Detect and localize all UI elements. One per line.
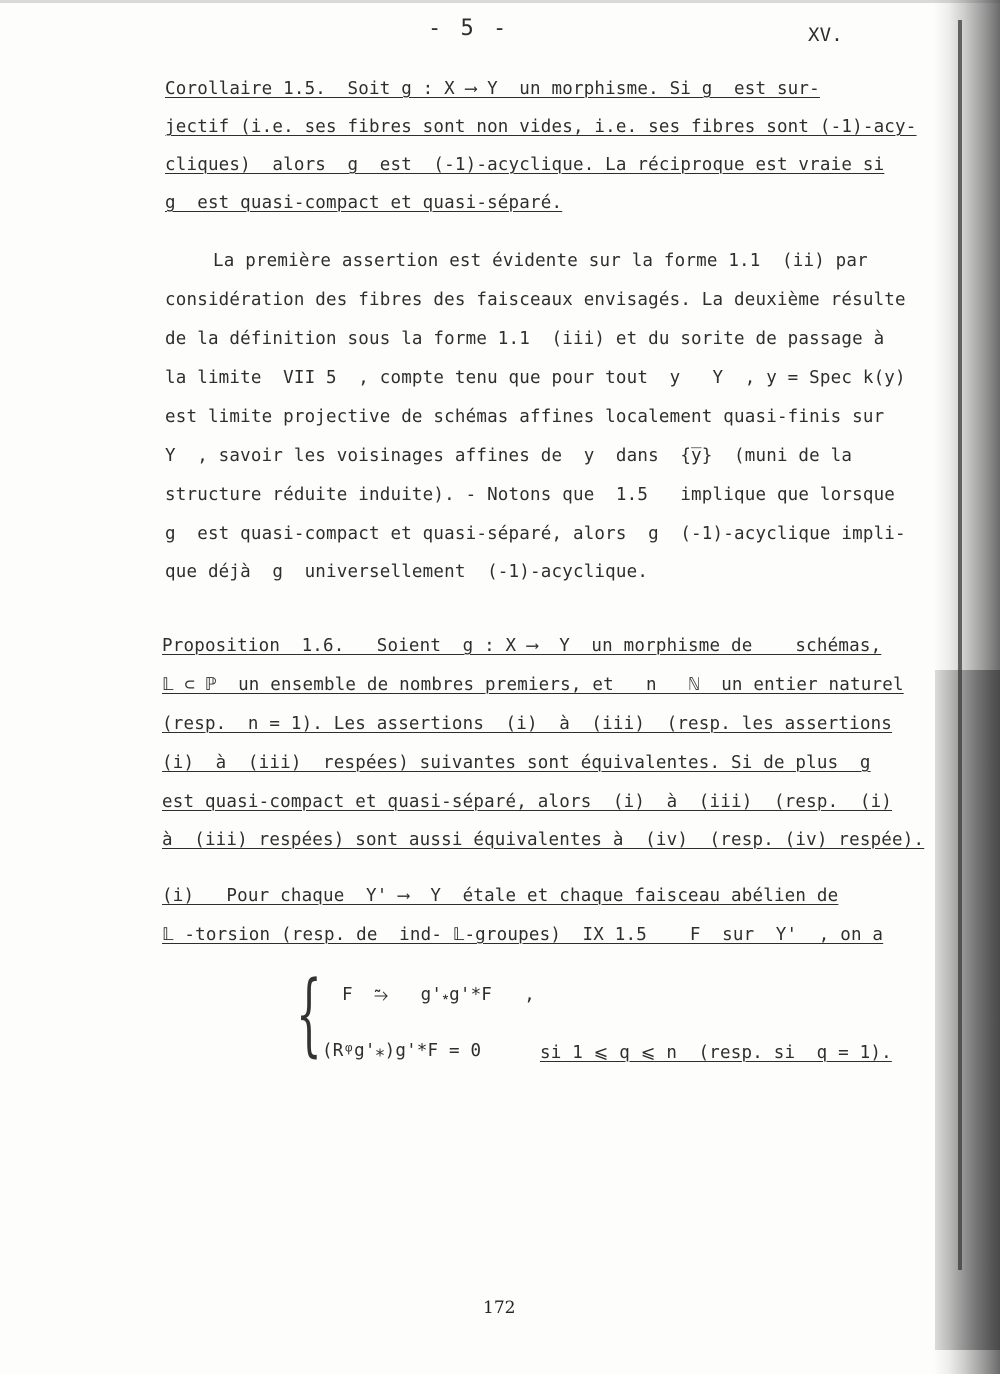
formula-line-2-left: (Rᵠg'⁎)g'*F = 0 [322, 1041, 482, 1061]
corollary-line-2: jectif (i.e. ses fibres sont non vides, i.e. ses fibres sont (-1)-acy- [165, 117, 917, 137]
formula-line-1: F ⥲ g'⁎g'*F , [342, 985, 535, 1005]
proof-line-1: La première assertion est évidente sur la forme 1.1 (ii) par [213, 251, 868, 271]
proposition-line-6: à (iii) respées) sont aussi équivalentes à (iv) (resp. (iv) respée). [162, 830, 925, 850]
proposition-line-1: Proposition 1.6. Soient g : X ⟶ Y un morphisme de schémas, [162, 636, 882, 656]
proposition-line-4: (i) à (iii) respées) suivantes sont équivalentes. Si de plus g [162, 753, 871, 773]
proposition-line-2: 𝕃 ⊂ ℙ un ensemble de nombres premiers, et n ℕ un entier naturel [162, 675, 904, 695]
item-i-line-1: (i) Pour chaque Y' ⟶ Y étale et chaque faisceau abélien de [162, 886, 839, 906]
proof-line-8: g est quasi-compact et quasi-séparé, alors g (-1)-acyclique impli- [165, 524, 906, 544]
proof-line-4: la limite VII 5 , compte tenu que pour tout y Y , y = Spec k(y) [165, 368, 906, 388]
proof-line-5: est limite projective de schémas affines localement quasi-finis sur [165, 407, 885, 427]
proposition-line-5: est quasi-compact et quasi-séparé, alors (i) à (iii) (resp. (i) [162, 792, 893, 812]
proof-line-3: de la définition sous la forme 1.1 (iii) et du sorite de passage à [165, 329, 885, 349]
page-header-number: - 5 - [428, 16, 510, 41]
proof-line-7: structure réduite induite). - Notons que 1.5 implique que lorsque [165, 485, 896, 505]
corollary-line-4: g est quasi-compact et quasi-séparé. [165, 193, 563, 213]
proof-line-2: considération des fibres des faisceaux envisagés. La deuxième résulte [165, 290, 906, 310]
proof-line-6: Y , savoir les voisinages affines de y dans {y̅} (muni de la [165, 446, 853, 466]
binding-shadow-dark [935, 670, 1000, 1350]
formula-brace: { [296, 962, 322, 1067]
page-top-edge [0, 0, 1000, 3]
corollary-line-3: cliques) alors g est (-1)-acyclique. La réciproque est vraie si [165, 155, 885, 175]
proof-line-9: que déjà g universellement (-1)-acyclique. [165, 562, 649, 582]
formula-line-2-right: si 1 ⩽ q ⩽ n (resp. si q = 1). [540, 1043, 892, 1063]
corollary-line-1: Corollaire 1.5. Soit g : X ⟶ Y un morphisme. Si g est sur- [165, 79, 820, 99]
proposition-line-3: (resp. n = 1). Les assertions (i) à (iii) (resp. les assertions [162, 714, 893, 734]
binding-edge [958, 20, 962, 1270]
page-footer-number: 172 [483, 1298, 516, 1318]
page-header-section: XV. [808, 24, 843, 46]
item-i-line-2: 𝕃 -torsion (resp. de ind- 𝕃-groupes) IX 1.5 F sur Y' , on a [162, 925, 884, 945]
